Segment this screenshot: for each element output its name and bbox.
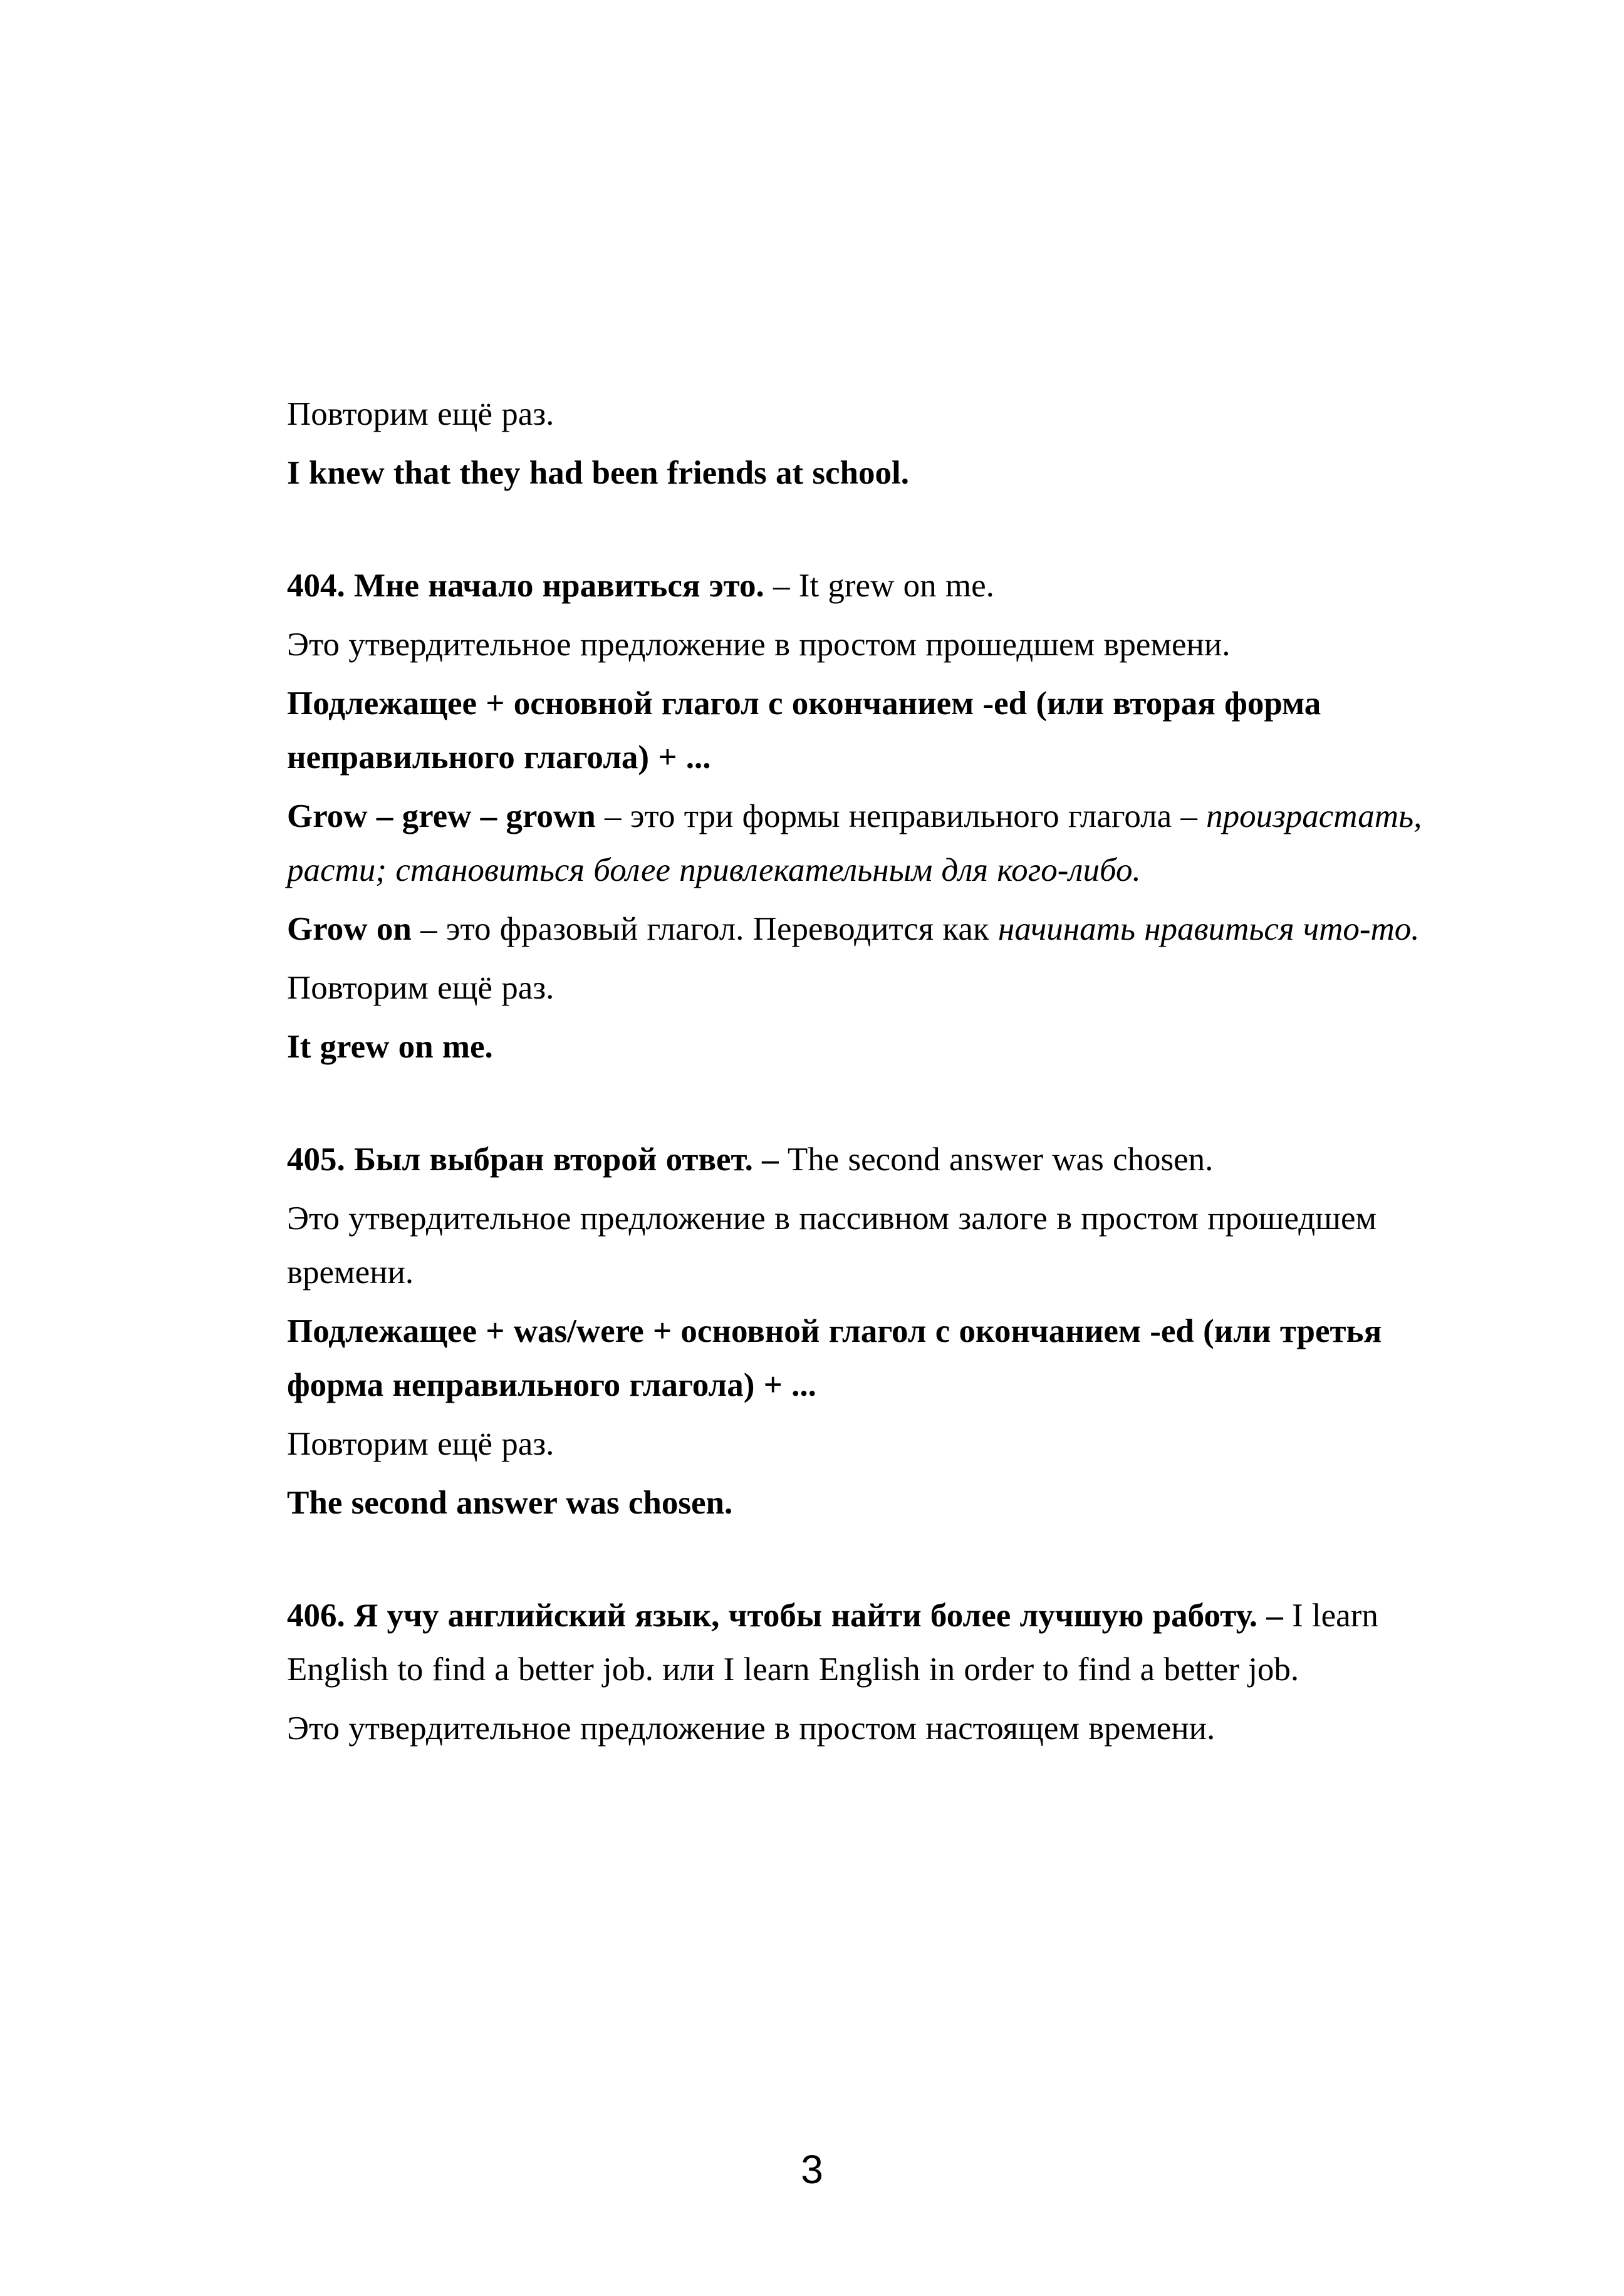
paragraph-phrasal-verb [287,902,1465,956]
section-405-heading [287,1133,1465,1187]
section-404-heading [287,559,1465,613]
paragraph-example-sentence [287,1020,1465,1074]
paragraph-explanation [287,1192,1465,1299]
paragraph-verb-forms [287,789,1465,897]
paragraph-repeat-prompt [287,961,1465,1015]
text-run: It grew on me. [287,1029,493,1065]
text-run: – это три формы неправильного глагола – [595,798,1207,834]
text-run: Повторим ещё раз. [287,970,554,1006]
paragraph-formula [287,677,1465,784]
text-run: произрастать, расти; становиться более привлекательным для кого-либо. [287,798,1422,888]
page-number: 3 [801,2147,823,2192]
paragraph-formula [287,1304,1465,1412]
paragraph-explanation [287,1701,1465,1755]
text-run: The second answer was chosen. [778,1141,1214,1178]
text-run: начинать нравиться что-то. [997,911,1420,947]
text-run: 404. Мне начало нравиться это. [287,568,764,604]
text-run: Это утвердительное предложение в простом настоящем времени. [287,1710,1215,1747]
text-run: The second answer was chosen. [287,1485,733,1521]
text-run: Подлежащее + was/were + основной глагол с окончанием -ed (или третья форма неправильного глагола) + ... [287,1313,1382,1403]
text-run: – это фразовый глагол. Переводится как [411,911,998,947]
page-content [287,387,1465,1760]
paragraph-example-sentence [287,1476,1465,1530]
text-run: Grow on [287,911,412,947]
text-run: Подлежащее + основной глагол с окончанием -ed (или вторая форма неправильного глагола) + ... [287,685,1321,776]
text-run: I learn English to find a better job. или I learn English in order to find a better job. [287,1597,1378,1688]
text-run: Это утвердительное предложение в пассивном залоге в простом прошедшем времени. [287,1200,1377,1291]
paragraph-repeat-prompt [287,387,1465,441]
text-run: Grow – grew – grown [287,798,596,834]
text-run: Повторим ещё раз. [287,396,554,432]
paragraph-explanation [287,618,1465,672]
paragraph-repeat-prompt [287,1417,1465,1471]
text-run: I knew that they had been friends at school. [287,455,910,491]
text-run: 405. Был выбран второй ответ. – [287,1141,779,1178]
paragraph-example-sentence [287,446,1465,500]
text-run: 406. Я учу английский язык, чтобы найти более лучшую работу. – [287,1597,1283,1634]
section-406-heading [287,1589,1465,1696]
text-run: Это утвердительное предложение в простом прошедшем времени. [287,626,1231,663]
text-run: Повторим ещё раз. [287,1426,554,1462]
text-run: – It grew on me. [764,568,994,604]
